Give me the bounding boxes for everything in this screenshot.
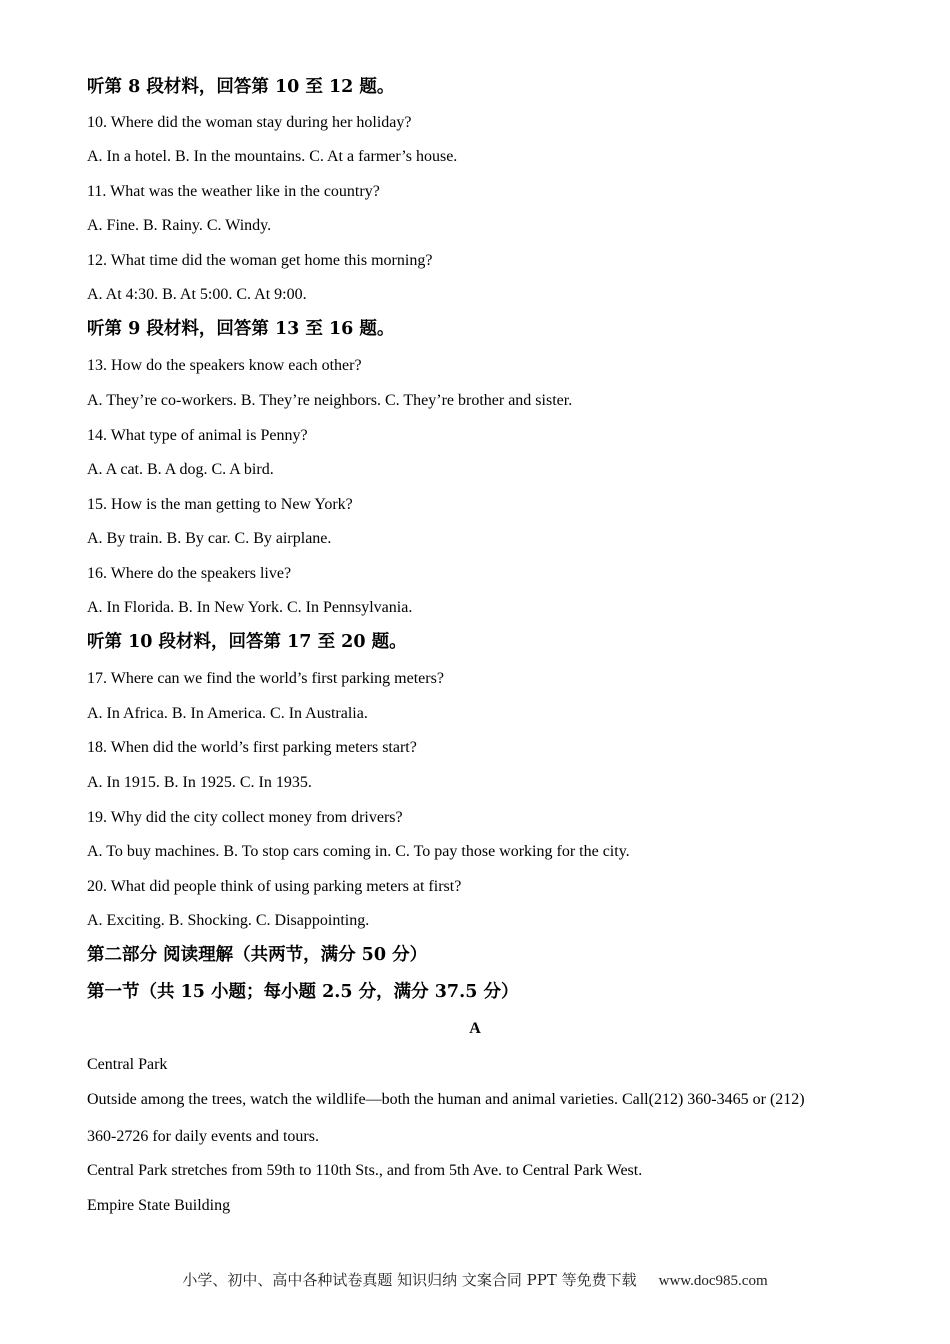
options-15: A. By train. B. By car. C. By airplane. <box>87 530 332 547</box>
question-11: 11. What was the weather like in the country? <box>87 183 380 200</box>
passage-paragraph-1-line-1: Outside among the trees, watch the wildlife—both the human and animal varieties. Call(212) 360-3465 or (212) <box>87 1091 805 1108</box>
passage-title-central-park: Central Park <box>87 1056 168 1073</box>
page-footer <box>0 1270 950 1291</box>
options-18: A. In 1915. B. In 1925. C. In 1935. <box>87 774 312 791</box>
footer-url[interactable]: www.doc985.com <box>658 1273 768 1289</box>
question-17: 17. Where can we find the world’s first parking meters? <box>87 670 444 687</box>
options-12: A. At 4:30. B. At 5:00. C. At 9:00. <box>87 286 307 303</box>
options-13: A. They’re co-workers. B. They’re neighbors. C. They’re brother and sister. <box>87 392 573 409</box>
question-15: 15. How is the man getting to New York? <box>87 496 353 513</box>
options-11: A. Fine. B. Rainy. C. Windy. <box>87 217 272 234</box>
options-17: A. In Africa. B. In America. C. In Australia. <box>87 705 368 722</box>
passage-title-empire-state: Empire State Building <box>87 1197 231 1214</box>
question-16: 16. Where do the speakers live? <box>87 565 292 582</box>
question-12: 12. What time did the woman get home this morning? <box>87 252 433 269</box>
passage-label: A <box>469 1020 481 1037</box>
footer-text: 小学、初中、高中各种试卷真题 知识归纳 文案合同 PPT 等免费下载 <box>182 1271 637 1289</box>
question-19: 19. Why did the city collect money from drivers? <box>87 809 403 826</box>
question-18: 18. When did the world’s first parking meters start? <box>87 739 417 756</box>
options-19: A. To buy machines. B. To stop cars coming in. C. To pay those working for the city. <box>87 843 630 860</box>
options-20: A. Exciting. B. Shocking. C. Disappointing. <box>87 912 370 929</box>
section-one-heading: 第一节（共 15 小题；每小题 2.5 分，满分 37.5 分） <box>87 982 519 1002</box>
section-heading-10: 听第 10 段材料，回答第 17 至 20 题。 <box>87 632 407 652</box>
section-heading-9: 听第 9 段材料，回答第 13 至 16 题。 <box>87 319 395 339</box>
passage-paragraph-2: Central Park stretches from 59th to 110th Sts., and from 5th Ave. to Central Park West. <box>87 1162 643 1179</box>
options-14: A. A cat. B. A dog. C. A bird. <box>87 461 274 478</box>
question-13: 13. How do the speakers know each other? <box>87 357 362 374</box>
options-16: A. In Florida. B. In New York. C. In Pennsylvania. <box>87 599 413 616</box>
section-heading-8: 听第 8 段材料，回答第 10 至 12 题。 <box>87 77 395 97</box>
part-two-heading: 第二部分 阅读理解（共两节，满分 50 分） <box>87 945 428 965</box>
question-20: 20. What did people think of using parking meters at first? <box>87 878 462 895</box>
options-10: A. In a hotel. B. In the mountains. C. At a farmer’s house. <box>87 148 458 165</box>
question-10: 10. Where did the woman stay during her holiday? <box>87 114 412 131</box>
passage-paragraph-1-line-2: 360-2726 for daily events and tours. <box>87 1128 319 1145</box>
question-14: 14. What type of animal is Penny? <box>87 427 308 444</box>
